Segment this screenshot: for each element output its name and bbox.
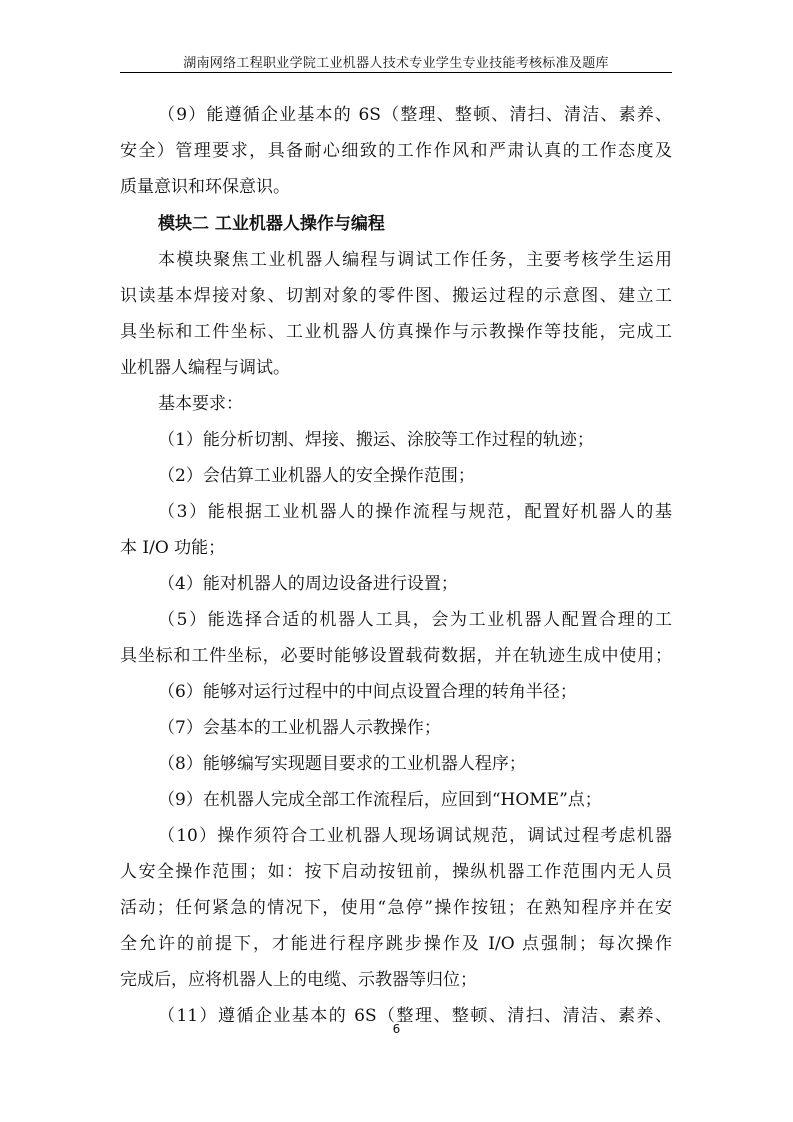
paragraph-line: 活动；任何紧急的情况下，使用“急停”操作按钮；在熟知程序并在安 [120,898,672,918]
page-number: 6 [392,1022,401,1036]
list-item-1: （1）能分析切割、焊接、搬运、涂胶等工作过程的轨迹； [158,430,594,450]
section-heading: 模块二 工业机器人操作与编程 [158,214,385,234]
header-rule [120,72,672,73]
list-item-3: （3）能根据工业机器人的操作流程与规范，配置好机器人的基 [158,502,672,522]
paragraph-line: 识读基本焊接对象、切割对象的零件图、搬运过程的示意图、建立工 [120,286,672,306]
running-header: 湖南网络工程职业学院工业机器人技术专业学生专业技能考核标准及题库 [183,56,609,71]
requirements-label: 基本要求： [158,394,243,414]
list-item-9: （9）能遵循企业基本的 6S（整理、整顿、清扫、清洁、素养、 [158,105,672,125]
paragraph-line: 业机器人编程与调试。 [120,358,290,378]
paragraph-line: 具坐标和工件坐标，必要时能够设置载荷数据，并在轨迹生成中使用； [120,646,672,666]
paragraph-line: 本模块聚焦工业机器人编程与调试工作任务，主要考核学生运用 [158,250,672,270]
list-item-9b: （9）在机器人完成全部工作流程后，应回到“HOME”点； [158,790,602,810]
list-item-4: （4）能对机器人的周边设备进行设置； [158,574,458,594]
paragraph-line: 全允许的前提下，才能进行程序跳步操作及 I/O 点强制；每次操作 [120,934,672,954]
list-item-7: （7）会基本的工业机器人示教操作； [158,718,441,738]
paragraph-line: 质量意识和环保意识。 [120,177,290,197]
list-item-6: （6）能够对运行过程中的中间点设置合理的转角半径； [158,682,577,702]
list-item-5: （5）能选择合适的机器人工具，会为工业机器人配置合理的工 [158,610,672,630]
paragraph-line: 本 I/O 功能； [120,538,226,558]
paragraph-line: 安全）管理要求，具备耐心细致的工作作风和严肃认真的工作态度及 [120,141,672,161]
list-item-11: （11）遵循企业基本的 6S（整理、整顿、清扫、清洁、素养、 [158,1006,672,1026]
paragraph-line: 人安全操作范围；如：按下启动按钮前，操纵机器工作范围内无人员 [120,862,672,882]
list-item-8: （8）能够编写实现题目要求的工业机器人程序； [158,754,526,774]
paragraph-line: 完成后，应将机器人上的电缆、示教器等归位； [120,970,477,990]
list-item-2: （2）会估算工业机器人的安全操作范围； [158,466,475,486]
list-item-10: （10）操作须符合工业机器人现场调试规范，调试过程考虑机器 [158,826,672,846]
paragraph-line: 具坐标和工件坐标、工业机器人仿真操作与示教操作等技能，完成工 [120,322,672,342]
